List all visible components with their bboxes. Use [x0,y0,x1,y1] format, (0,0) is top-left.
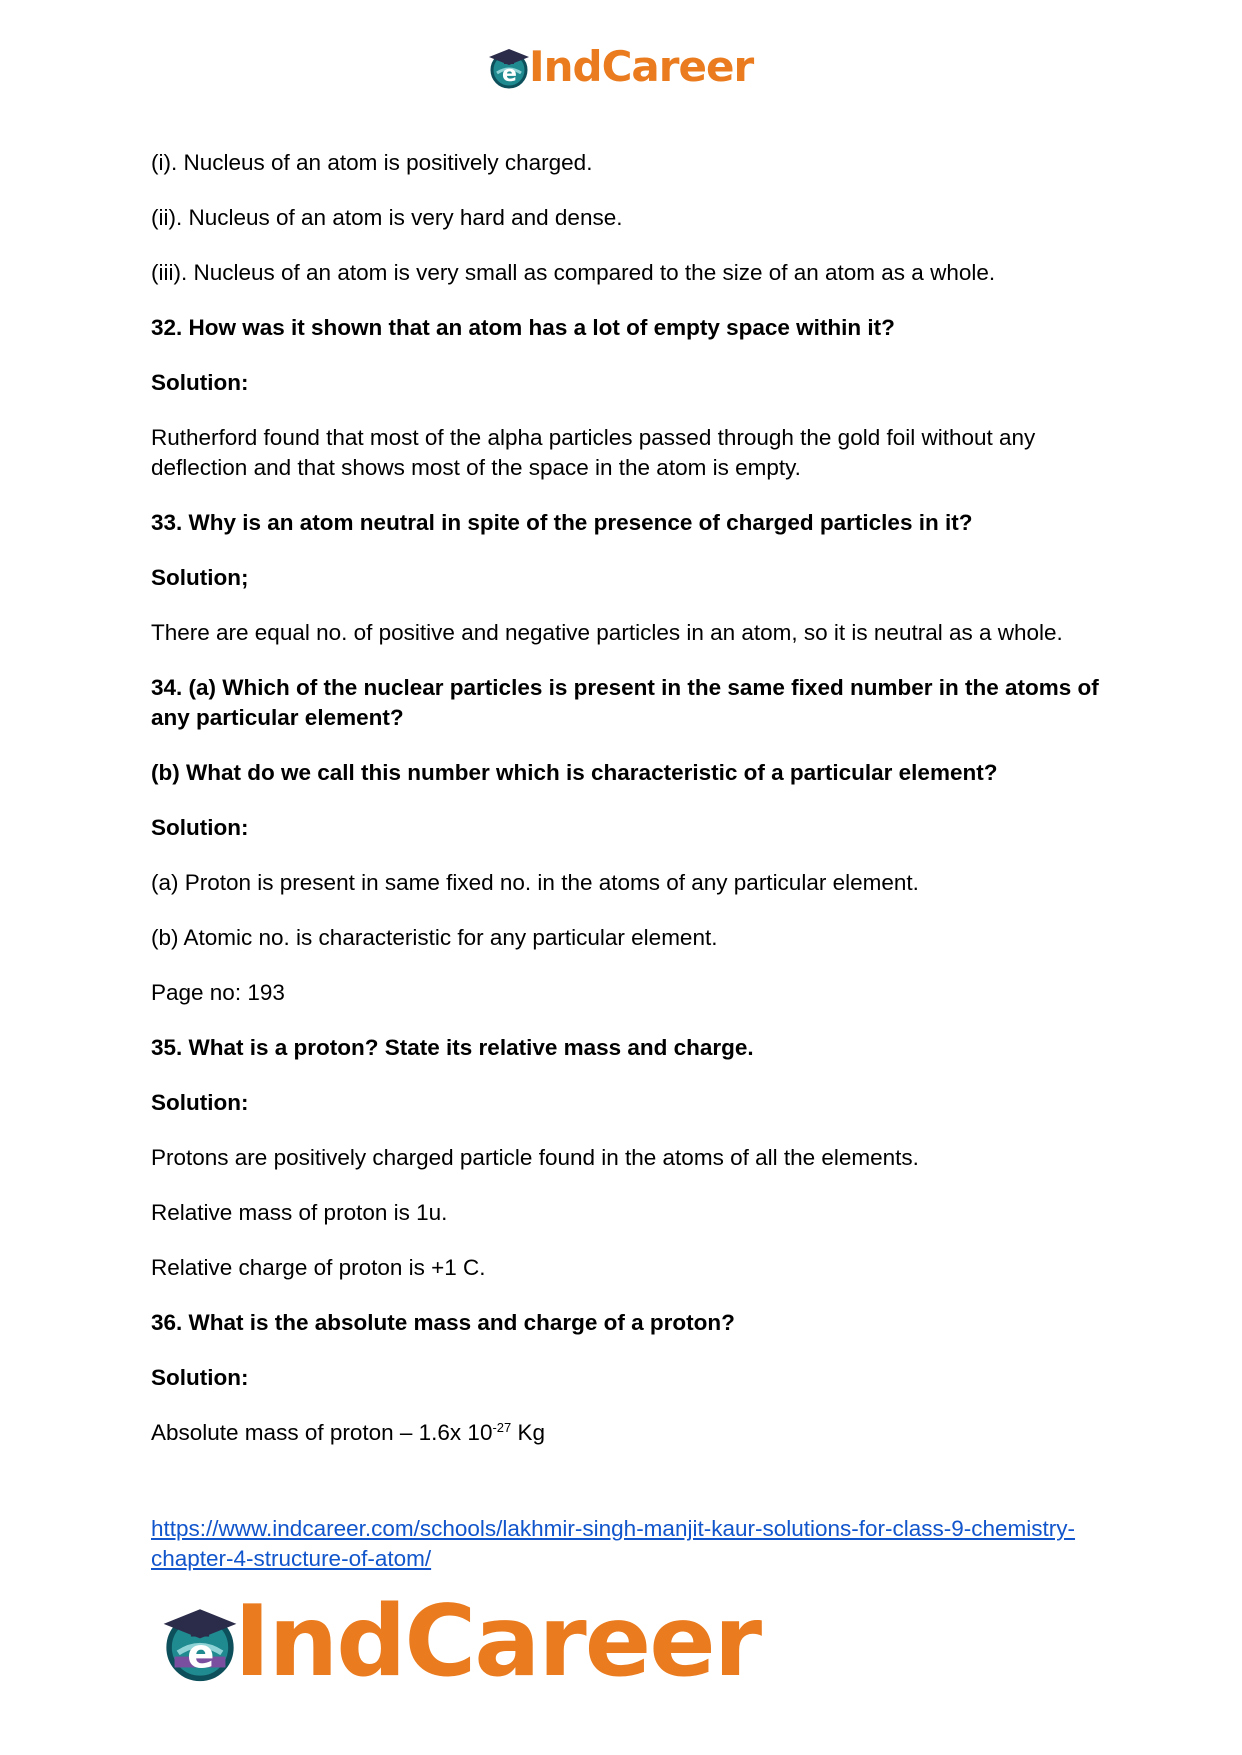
paragraph: Protons are positively charged particle found in the atoms of all the elements. [151,1145,919,1170]
question-heading: Solution: [151,815,249,840]
footer-logo [160,1585,760,1699]
question-heading: Solution; [151,565,249,590]
question-heading: 32. How was it shown that an atom has a lot of empty space within it? [151,315,895,340]
question-heading: Solution: [151,1090,249,1115]
paragraph: (i). Nucleus of an atom is positively charged. [151,150,593,175]
document-body [151,148,1101,1473]
paragraph: There are equal no. of positive and negative particles in an atom, so it is neutral as a whole. [151,620,1063,645]
absolute-mass-line [151,1418,1101,1448]
mass-unit: Kg [511,1420,546,1445]
source-link[interactable]: https://www.indcareer.com/schools/lakhmir-singh-manjit-kaur-solutions-for-class-9-chemistry-chapter-4-structure-of-atom/ [151,1516,1076,1571]
question-heading: Solution: [151,370,249,395]
paragraph: Relative mass of proton is 1u. [151,1200,448,1225]
question-heading: 35. What is a proton? State its relative mass and charge. [151,1035,754,1060]
question-heading: 34. (a) Which of the nuclear particles is present in the same fixed number in the atoms of any particular element? [151,675,1099,730]
paragraph: (iii). Nucleus of an atom is very small as compared to the size of an atom as a whole. [151,260,996,285]
paragraph: (a) Proton is present in same fixed no. in the atoms of any particular element. [151,870,919,895]
paragraph: Relative charge of proton is +1 C. [151,1255,486,1280]
graduation-cap-globe-icon [487,45,531,89]
graduation-cap-globe-icon [160,1602,240,1682]
paragraph: Rutherford found that most of the alpha particles passed through the gold foil without any deflection and that shows most of the space in the atom is empty. [151,425,1036,480]
header-logo [487,42,753,91]
svg-text:e: e [502,61,517,87]
question-heading: 33. Why is an atom neutral in spite of the presence of charged particles in it? [151,510,973,535]
paragraph: (ii). Nucleus of an atom is very hard and dense. [151,205,623,230]
question-heading: Solution: [151,1365,249,1390]
svg-text:e: e [187,1631,215,1678]
paragraph: Page no: 193 [151,980,285,1005]
paragraph: (b) Atomic no. is characteristic for any particular element. [151,925,718,950]
mass-exponent: -27 [492,1420,512,1435]
question-heading: (b) What do we call this number which is characteristic of a particular element? [151,760,998,785]
question-heading: 36. What is the absolute mass and charge of a proton? [151,1310,735,1335]
footer-logo-text: IndCareer [234,1585,761,1699]
mass-prefix: Absolute mass of proton – 1.6x 10 [151,1420,493,1445]
header-logo-text: IndCareer [529,42,754,91]
